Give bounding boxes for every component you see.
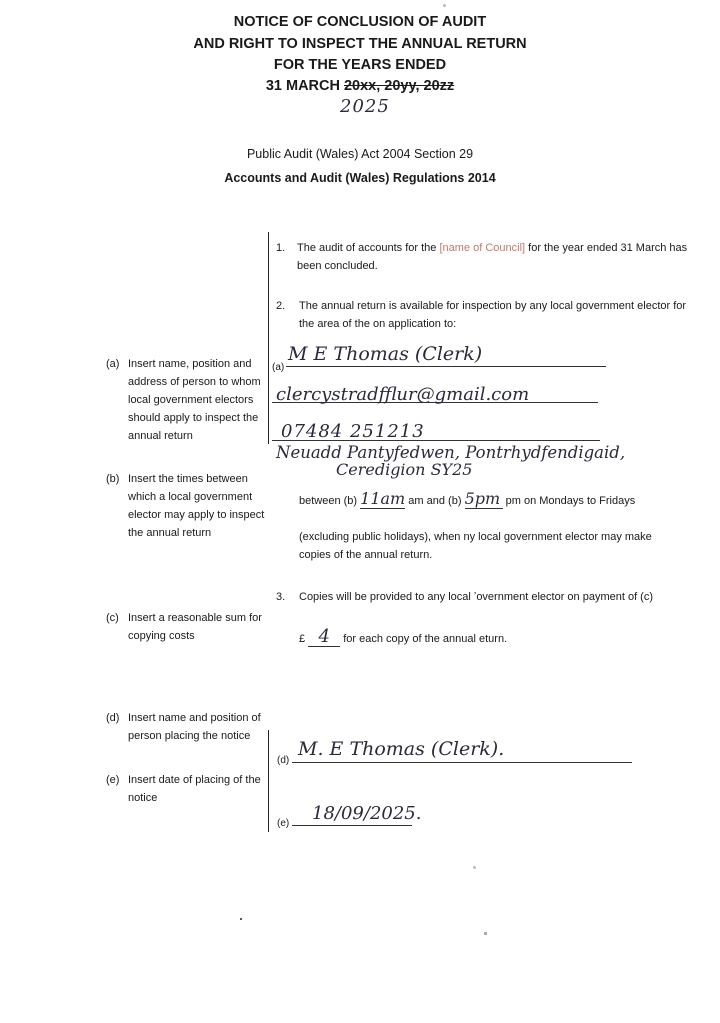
divider-line-lower — [268, 730, 269, 832]
e-prefix: (e) — [277, 818, 290, 829]
am-and-label: am and (b) — [408, 495, 462, 507]
guidance-d-label: (d) — [106, 712, 120, 724]
contact-address-line1: Neuadd Pantyfedwen, Pontrhydfendigaid, — [276, 443, 626, 462]
regulations-reference: Accounts and Audit (Wales) Regulations 2014 — [224, 171, 496, 185]
copy-cost — [299, 628, 507, 648]
d-underline — [292, 762, 632, 763]
guidance-d-text: Insert name and position of person placing the notice — [128, 712, 261, 742]
council-name-placeholder: [name of Council] — [439, 242, 526, 254]
item2-text: The annual return is available for inspection by any local government elector for the area of the on application to: — [299, 300, 687, 330]
guidance-e — [106, 771, 266, 807]
start-time: 11am — [360, 489, 406, 508]
copy-cost-value: 4 — [308, 628, 340, 647]
pm-label: pm on Mondays to Fridays — [505, 495, 636, 507]
contact-address-line2: Ceredigion SY25 — [336, 460, 473, 479]
item2-number: 2. — [276, 300, 286, 312]
guidance-c-label: (c) — [106, 612, 119, 624]
item1-text — [297, 239, 697, 275]
guidance-c-text: Insert a reasonable sum for copying costs — [128, 612, 262, 642]
scan-speck — [484, 932, 487, 935]
d-prefix: (d) — [277, 755, 290, 766]
copy-cost-suffix: for each copy of the annual eturn. — [343, 633, 508, 645]
item1-post: for the year ended 31 March has been concluded. — [297, 242, 688, 272]
item1-pre: The audit of accounts for the — [297, 242, 437, 254]
contact-email: clercystradfflur@gmail.com — [276, 384, 530, 405]
contact-phone: 07484 251213 — [281, 421, 425, 442]
a-underline — [286, 366, 606, 367]
act-reference: Public Audit (Wales) Act 2004 Section 29 — [246, 147, 474, 161]
guidance-a-text: Insert name, position and address of person to whom local government electors should apply to inspect the annual return — [128, 358, 261, 442]
notice-title-line3: FOR THE YEARS ENDED — [273, 57, 447, 73]
guidance-a — [106, 355, 266, 445]
placer-name: M. E Thomas (Clerk). — [298, 738, 505, 760]
contact-name: M E Thomas (Clerk) — [288, 343, 483, 365]
guidance-e-label: (e) — [106, 774, 120, 786]
guidance-a-label: (a) — [106, 358, 120, 370]
struck-years: 20xx, 20yy, 20zz — [343, 78, 455, 94]
pound-sign: £ — [299, 633, 306, 645]
scan-speck — [473, 866, 476, 869]
divider-line-upper — [268, 232, 269, 444]
end-time: 5pm — [465, 490, 503, 509]
e-underline — [292, 825, 412, 826]
item3-text: Copies will be provided to any local ʼovernment elector on payment of (c) — [299, 591, 654, 603]
item1-number: 1. — [276, 242, 286, 254]
guidance-e-text: Insert date of placing of the notice — [128, 774, 261, 804]
scan-speck — [240, 918, 242, 920]
guidance-b-text: Insert the times between which a local government elector may apply to inspect the annual return — [128, 473, 265, 539]
a-prefix: (a) — [272, 362, 285, 373]
march-label: 31 MARCH — [265, 78, 340, 94]
handwritten-year: 2025 — [340, 96, 390, 117]
between-label: between (b) — [299, 495, 358, 507]
notice-title-line1: NOTICE OF CONCLUSION OF AUDIT — [233, 14, 487, 30]
guidance-b-label: (b) — [106, 473, 120, 485]
scan-speck — [443, 4, 446, 7]
inspection-times — [299, 490, 699, 510]
excluding-text: (excluding public holidays), when ny local government elector may make copies of the annual return. — [299, 531, 652, 561]
placement-date: 18/09/2025. — [312, 803, 422, 824]
notice-title-line4 — [0, 76, 720, 97]
notice-title-line2: AND RIGHT TO INSPECT THE ANNUAL RETURN — [193, 36, 527, 52]
guidance-c — [106, 609, 266, 645]
item3-number: 3. — [276, 591, 286, 603]
guidance-b — [106, 470, 266, 542]
guidance-d — [106, 709, 266, 745]
